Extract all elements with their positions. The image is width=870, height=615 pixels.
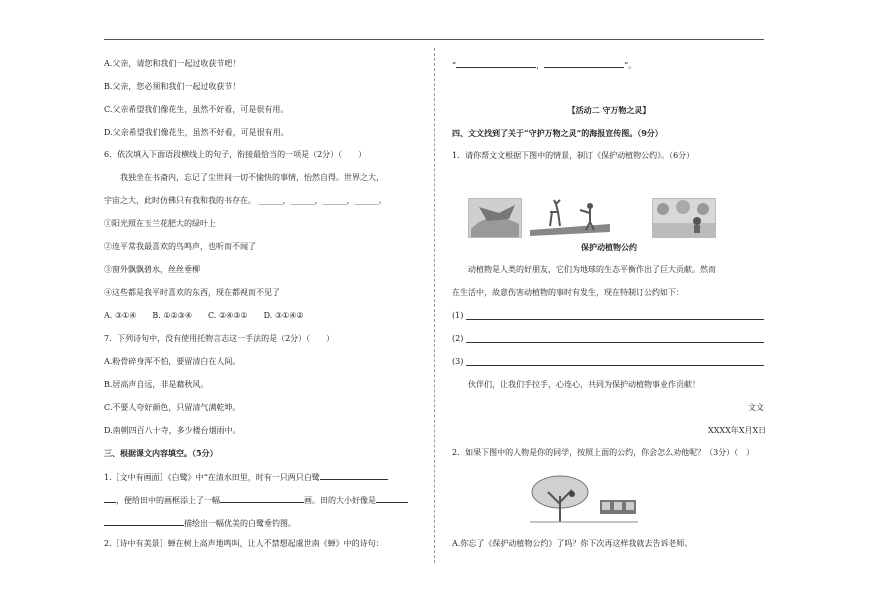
q6-choices: A. ③①④ B. ①②③④ C. ②④③① D. ③①④② — [104, 311, 304, 320]
pact-closing: 伙伴们，让我们手拉手，心连心，共同为保护动植物事业作贡献！ — [468, 380, 700, 389]
children-park-icon — [653, 199, 715, 237]
q5-option-a: A.父亲，请您和我们一起过收获节吧！ — [104, 59, 241, 68]
blank-1-cont[interactable] — [104, 493, 116, 503]
open-quote: “ — [452, 61, 457, 70]
deer-icon — [530, 198, 610, 236]
quote-answer-line — [452, 58, 636, 72]
header-rule — [104, 39, 764, 40]
fill-q1-text-a: 1.［文中有画面］《白鹭》中“在清水田里，时有一只两只白鹭 — [104, 473, 320, 482]
q5-option-b: B.父亲，您必须和我们一起过收获节！ — [104, 82, 241, 91]
scene-park-image — [652, 198, 716, 238]
q7-stem: 7．下列诗句中，没有使用托物言志这一手法的是（2分）（ ） — [104, 334, 335, 343]
q6-item-3: ③窗外飘飘碧水，丝丝垂柳 — [104, 265, 200, 274]
quote-end: ”。 — [624, 61, 637, 70]
q6-stem: 6．依次填入下面语段横线上的句子，衔接最恰当的一项是（2分）（ ） — [104, 150, 367, 159]
scene-deer-image — [530, 198, 610, 236]
q7-option-a: A.粉骨碎身浑不怕，要留清白在人间。 — [104, 357, 241, 366]
pact-item-3-blank[interactable] — [466, 364, 764, 366]
q6-item-2: ②连平常我最喜欢的鸟鸣声，也听而不闻了 — [104, 242, 256, 251]
pact-item-1-blank[interactable] — [466, 318, 764, 320]
q2-option-a: A.你忘了《保护动植物公约》了吗？你下次再这样我就去告诉老师。 — [452, 539, 693, 548]
q1-stem: 1．请你帮文文根据下图中的情景，制订《保护动植物公约》。（6分） — [452, 151, 695, 160]
pact-date: XXXX年X月X日 — [708, 426, 767, 435]
activity-title: 【活动二 守万物之灵】 — [567, 105, 651, 115]
pact-signature: 文文 — [748, 403, 764, 412]
pact-item-2-label: (2) — [452, 334, 464, 343]
blank-6[interactable] — [544, 58, 624, 68]
blank-2[interactable] — [220, 493, 304, 503]
blank-3[interactable] — [376, 493, 408, 503]
q7-option-b: B.居高声自远，非是藉秋风。 — [104, 380, 209, 389]
q6-item-1: ①阳光照在玉兰花肥大的绿叶上 — [104, 219, 216, 228]
fill-q1-text-c: 画。田的大小好像是 — [304, 496, 376, 505]
section-4-title: 四、文文找到了关于“守护万物之灵”的海报宣传图。（9分） — [452, 128, 663, 138]
q5-option-c: C.父亲希望我们像花生，虽然不好看，可是很有用。 — [104, 105, 289, 114]
fill-q1-line-1 — [104, 470, 388, 484]
pact-item-3-label: (3) — [452, 357, 464, 366]
fill-q2-line: 2.［诗中有美景］蝉在树上高声地鸣叫，让人不禁想起虞世南《蝉》中的诗句： — [104, 539, 384, 548]
q7-option-d: D.南朝四百八十寺，多少楼台烟雨中。 — [104, 426, 241, 435]
blank-4[interactable] — [104, 516, 184, 526]
pact-title: 保护动植物公约 — [581, 242, 637, 252]
comma: ， — [536, 61, 545, 70]
scene-bird-image — [468, 198, 522, 238]
fill-q1-line-2 — [104, 493, 408, 507]
q7-option-c: C.不要人夸好颜色，只留清气满乾坤。 — [104, 403, 241, 412]
q2-stem: 2．如果下图中的人物是你的同学，按照上面的公约，你会怎么劝他呢？（3分）（ ） — [452, 448, 755, 457]
section-3-title: 三、根据课文内容填空。（5分） — [104, 448, 218, 458]
blank-5[interactable] — [456, 58, 536, 68]
fill-q1-line-3 — [104, 516, 296, 530]
scene-tree-image — [530, 474, 638, 526]
column-divider — [434, 48, 435, 563]
blank-1[interactable] — [320, 470, 388, 480]
pact-item-2-blank[interactable] — [466, 341, 764, 343]
q6-passage-2: 宇宙之大，此时仿佛只有我和我的书存在。 ______，______，______，______。 — [104, 196, 387, 205]
q6-item-4: ④这些都是我平时喜欢的东西，现在都视而不见了 — [104, 288, 280, 297]
pact-paragraph-2: 在生活中，故意伤害动植物的事时有发生，现在特制订公约如下： — [452, 288, 684, 297]
tree-climbing-icon — [530, 474, 638, 526]
pact-item-1-label: (1) — [452, 311, 464, 320]
q6-passage-1: 我独坐在书斋内，忘记了尘世间一切不愉快的事情，怡然自得。世界之大， — [120, 173, 384, 182]
bird-icon — [469, 199, 521, 237]
q5-option-d: D.父亲希望我们像花生，虽然不好看，可是很有用。 — [104, 128, 289, 137]
pact-paragraph-1: 动植物是人类的好朋友，它们为地球的生态平衡作出了巨大贡献。然而 — [468, 265, 716, 274]
fill-q1-text-d: 描绘出一幅优美的白鹭垂钓图。 — [184, 519, 296, 528]
fill-q1-text-b: ，便给田中的画框添上了一幅 — [116, 496, 220, 505]
